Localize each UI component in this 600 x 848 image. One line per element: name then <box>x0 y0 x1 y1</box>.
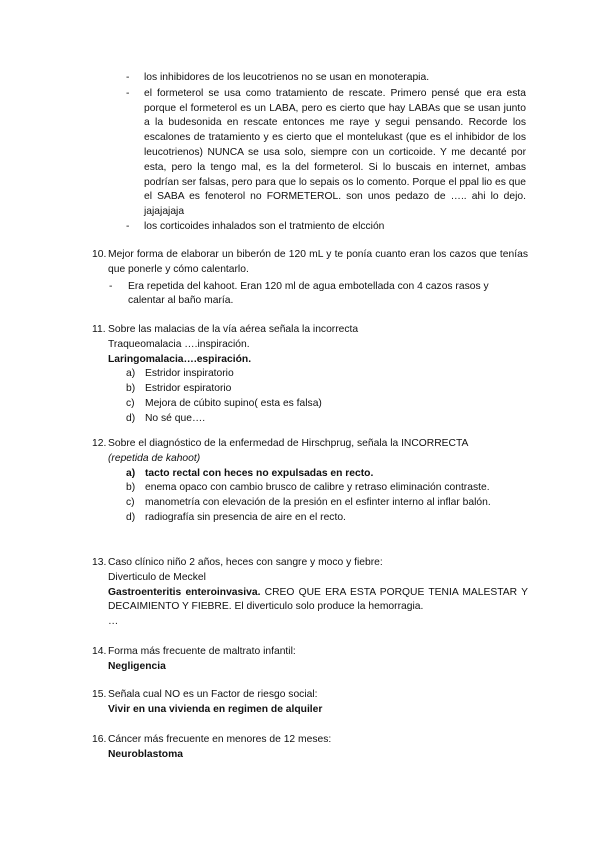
option-letter: b) <box>126 482 136 494</box>
intro-bullet-list <box>126 71 526 235</box>
question-13 <box>92 556 528 630</box>
question-text: Señala cual NO es un Factor de riesgo social: <box>108 689 318 700</box>
question-number: 14. <box>92 646 107 657</box>
option-b <box>126 382 528 397</box>
answer-paragraph <box>108 586 528 616</box>
answer-line-bold: Laringomalacia….espiración. <box>108 353 252 365</box>
answer-bold: Neuroblastoma <box>108 748 183 760</box>
option-text: enema opaco con cambio brusco de calibre y retraso eliminación contraste. <box>145 482 490 494</box>
question-14 <box>92 645 528 675</box>
list-item <box>126 71 526 86</box>
question-number: 15. <box>92 689 107 700</box>
list-item <box>126 220 526 235</box>
question-number: 16. <box>92 734 107 745</box>
option-c <box>126 397 528 412</box>
option-list <box>126 467 528 526</box>
option-d <box>126 412 528 427</box>
question-12 <box>92 437 528 526</box>
question-11 <box>92 323 528 427</box>
question-note: (repetida de kahoot) <box>108 452 201 464</box>
answer-line: Traqueomalacia ….inspiración. <box>108 338 250 350</box>
bullet-text: el formeterol se usa como tratamiento de rescate. Primero pensé que era esta porque el formeterol es un LABA, pero es cierto que hay LABAs que se usan junto a la budesonida en rescate entonces me raye y segui pensando. Recorde los escalones de tratamiento y es cierto que el montelukast (que es el inhibidor de los leucotrienos) NUNCA se usa solo, siempre con un corticoide. Y me decanté por esta, pero la tengo mal, es la del formeterol. Si lo buscais en internet, ambas podrían ser falsas, pero para que lo sepais os lo comento. Porque el ppal lio es que el SABA es fenoterol no FORMETEROL. son unos pedazo de ….. ahi lo dejo. jajajajaja <box>144 87 526 218</box>
option-text: manometría con elevación de la presión en el esfinter interno al inflar balón. <box>145 497 491 509</box>
list-item <box>126 87 526 220</box>
answer-comment: CREO QUE ERA ESTA PORQUE TENIA MALESTAR Y DECAIMIENTO Y FIEBRE. El diverticulo solo produce la hemorragia. <box>108 586 528 613</box>
option-letter: c) <box>126 397 135 409</box>
bullet-text: Era repetida del kahoot. Eran 120 ml de agua embotellada con 4 cazos rasos y calentar al baño maría. <box>128 280 489 307</box>
option-list <box>126 367 528 426</box>
question-text: Cáncer más frecuente en menores de 12 meses: <box>108 734 332 745</box>
option-d <box>126 511 528 526</box>
answer-bold: Gastroenteritis enteroinvasiva. <box>108 586 261 598</box>
answer-bold: Negligencia <box>108 660 166 672</box>
question-text: Mejor forma de elaborar un biberón de 120 mL y te ponía cuanto eran los cazos que tenías que ponerle y cómo calentarlo. <box>108 249 528 275</box>
option-letter: a) <box>126 368 136 380</box>
answer-line: Diverticulo de Meckel <box>108 571 206 583</box>
question-number: 12. <box>92 438 107 449</box>
option-text: Estridor inspiratorio <box>145 368 234 380</box>
dash-marker: - <box>126 87 130 99</box>
option-a <box>126 467 528 482</box>
bullet-text: los corticoides inhalados son el tratmiento de elcción <box>144 220 385 232</box>
question-text: Forma más frecuente de maltrato infantil: <box>108 646 296 657</box>
option-a <box>126 367 528 382</box>
list-item <box>109 280 528 310</box>
question-10 <box>92 248 528 309</box>
question-number: 11. <box>92 324 106 335</box>
ellipsis: … <box>108 616 119 628</box>
option-text: Mejora de cúbito supino( esta es falsa) <box>145 397 322 409</box>
dash-marker: - <box>126 220 130 232</box>
option-b <box>126 481 528 496</box>
answer-bold: Vivir en una vivienda en regimen de alquiler <box>108 703 323 715</box>
question-number: 10. <box>92 249 107 260</box>
option-letter: b) <box>126 383 136 395</box>
bullet-text: los inhibidores de los leucotrienos no se usan en monoterapia. <box>144 72 430 83</box>
option-text: Estridor espiratorio <box>145 383 232 395</box>
option-letter: d) <box>126 412 136 424</box>
question-number: 13. <box>92 557 107 568</box>
option-c <box>126 496 528 511</box>
option-letter: d) <box>126 511 136 523</box>
option-letter: a) <box>126 467 136 479</box>
option-letter: c) <box>126 497 135 509</box>
question-16 <box>92 733 528 763</box>
question-text: Sobre las malacias de la vía aérea señala la incorrecta <box>108 324 359 335</box>
dash-marker: - <box>109 280 113 292</box>
question-text: Caso clínico niño 2 años, heces con sangre y moco y fiebre: <box>108 557 383 568</box>
question-15 <box>92 688 528 718</box>
option-text: tacto rectal con heces no expulsadas en recto. <box>145 467 374 479</box>
option-text: No sé que…. <box>145 412 206 424</box>
option-text: radiografía sin presencia de aire en el recto. <box>145 511 346 523</box>
question-text: Sobre el diagnóstico de la enfermedad de Hirschprug, señala la INCORRECTA <box>108 438 469 449</box>
dash-marker: - <box>126 72 130 83</box>
